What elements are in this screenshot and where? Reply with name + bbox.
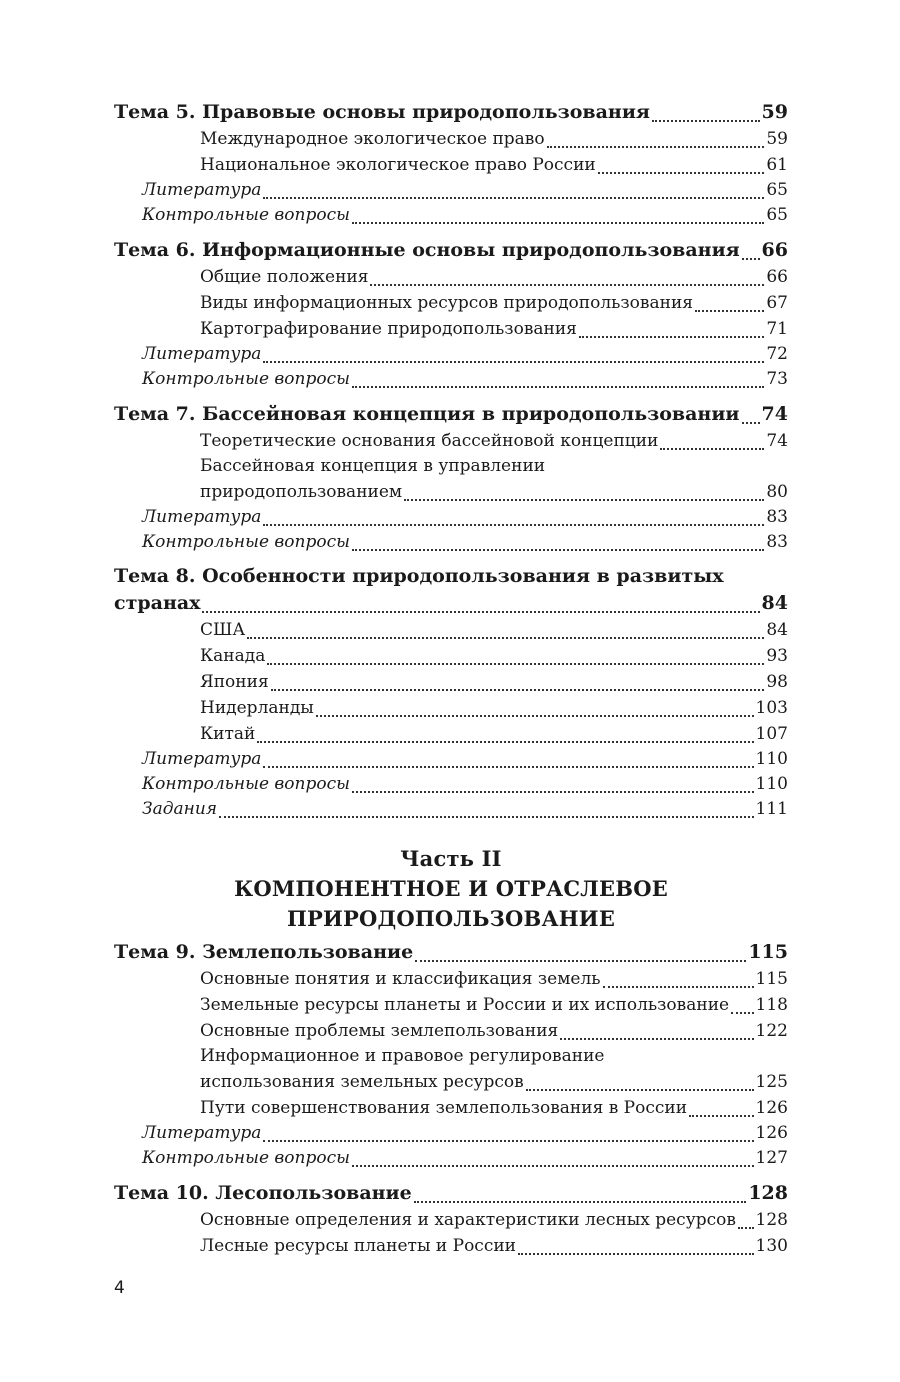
toc-page-number: 66 — [766, 267, 788, 287]
toc-page-number: 61 — [766, 155, 788, 175]
toc-literature[interactable] — [114, 747, 788, 772]
toc-tasks[interactable] — [114, 797, 788, 822]
toc-entry-label: Литература — [142, 507, 262, 527]
dot-leader — [579, 336, 764, 338]
toc-entry[interactable] — [114, 479, 788, 505]
toc-topic-title: Тема 5. Правовые основы природопользования — [114, 101, 650, 123]
toc-entry[interactable] — [114, 966, 788, 992]
dot-leader — [547, 146, 765, 148]
toc-page-number: 83 — [766, 532, 788, 552]
toc-literature[interactable] — [114, 342, 788, 367]
toc-entry-label: Литература — [142, 344, 262, 364]
dot-leader — [352, 222, 764, 224]
toc-page-number: 103 — [755, 698, 788, 718]
toc-literature[interactable] — [114, 1121, 788, 1146]
toc-topic-8[interactable] — [114, 589, 788, 617]
toc-entry-label: Контрольные вопросы — [142, 774, 350, 794]
toc-page-number: 65 — [766, 180, 788, 200]
toc-page-number: 67 — [766, 293, 788, 313]
toc-entry[interactable] — [114, 617, 788, 643]
toc-entry-label: Контрольные вопросы — [142, 205, 350, 225]
toc-entry[interactable] — [114, 695, 788, 721]
toc-questions[interactable] — [114, 203, 788, 228]
dot-leader — [247, 637, 764, 639]
dot-leader — [271, 689, 765, 691]
dot-leader — [598, 172, 765, 174]
toc-entry[interactable] — [114, 126, 788, 152]
toc-page-number: 128 — [748, 1182, 788, 1204]
toc-topic-7[interactable] — [114, 400, 788, 428]
toc-literature[interactable] — [114, 178, 788, 203]
dot-leader — [316, 715, 754, 717]
dot-leader — [352, 1165, 754, 1167]
toc-entry-wrap-line[interactable]: Бассейновая концепция в управлении — [200, 456, 546, 476]
dot-leader — [263, 361, 764, 363]
table-of-contents — [114, 98, 788, 1259]
toc-entry-label: использования земельных ресурсов — [200, 1072, 524, 1092]
toc-entry[interactable] — [114, 1095, 788, 1121]
toc-entry[interactable] — [114, 152, 788, 178]
toc-page-number: 98 — [766, 672, 788, 692]
dot-leader — [202, 611, 759, 613]
toc-entry-label: природопользованием — [200, 482, 403, 502]
toc-literature[interactable] — [114, 505, 788, 530]
dot-leader — [689, 1115, 753, 1117]
page-number: 4 — [114, 1278, 125, 1298]
toc-entry-label: Контрольные вопросы — [142, 1148, 350, 1168]
toc-questions[interactable] — [114, 530, 788, 555]
toc-page-number: 74 — [766, 431, 788, 451]
dot-leader — [415, 960, 746, 962]
toc-entry-label: Контрольные вопросы — [142, 369, 350, 389]
toc-entry[interactable] — [114, 1233, 788, 1259]
part-number: Часть II — [400, 846, 502, 871]
toc-entry-label: Канада — [200, 646, 266, 666]
toc-entry-label: Земельные ресурсы планеты и России и их использование — [200, 995, 730, 1015]
toc-entry-label: Нидерланды — [200, 698, 314, 718]
toc-entry-label: Контрольные вопросы — [142, 532, 350, 552]
toc-page-number: 83 — [766, 507, 788, 527]
dot-leader — [660, 448, 764, 450]
toc-entry[interactable] — [114, 1207, 788, 1233]
toc-entry[interactable] — [114, 1069, 788, 1095]
toc-page-number: 80 — [766, 482, 788, 502]
part-title-line: ПРИРОДОПОЛЬЗОВАНИЕ — [286, 906, 616, 931]
dot-leader — [742, 422, 760, 424]
toc-topic-title-line[interactable]: Тема 8. Особенности природопользования в развитых — [114, 565, 724, 587]
toc-entry-label: Пути совершенствования землепользования в России — [200, 1098, 688, 1118]
dot-leader — [404, 499, 764, 501]
toc-entry[interactable] — [114, 669, 788, 695]
toc-page-number: 73 — [766, 369, 788, 389]
toc-page-number: 128 — [755, 1210, 788, 1230]
toc-page-number: 74 — [761, 403, 788, 425]
toc-topic-10[interactable] — [114, 1179, 788, 1207]
toc-page-number: 115 — [748, 941, 788, 963]
toc-entry-label: Международное экологическое право — [200, 129, 545, 149]
toc-entry-label: Литература — [142, 1123, 262, 1143]
dot-leader — [263, 197, 764, 199]
toc-page-number: 111 — [755, 799, 788, 819]
toc-entry[interactable] — [114, 992, 788, 1018]
toc-entry-label: Виды информационных ресурсов природопользования — [200, 293, 694, 313]
toc-page-number: 126 — [755, 1123, 788, 1143]
toc-entry[interactable] — [114, 264, 788, 290]
toc-page-number: 66 — [761, 239, 788, 261]
toc-page-number: 126 — [755, 1098, 788, 1118]
toc-page-number: 130 — [755, 1236, 788, 1256]
toc-topic-title: странах — [114, 592, 201, 614]
toc-page-number: 93 — [766, 646, 788, 666]
toc-page-number: 71 — [766, 319, 788, 339]
toc-page-number: 59 — [761, 101, 788, 123]
toc-entry-label: США — [200, 620, 246, 640]
toc-entry-label: Литература — [142, 180, 262, 200]
toc-entry[interactable] — [114, 290, 788, 316]
toc-entry-label: Картографирование природопользования — [200, 319, 577, 339]
part-heading — [114, 844, 788, 934]
toc-page-number: 84 — [761, 592, 788, 614]
dot-leader — [370, 284, 764, 286]
toc-page-number: 65 — [766, 205, 788, 225]
toc-questions[interactable] — [114, 772, 788, 797]
toc-page-number: 110 — [755, 749, 788, 769]
toc-entry-label: Основные понятия и классификация земель — [200, 969, 601, 989]
toc-page-number: 125 — [755, 1072, 788, 1092]
toc-topic-6[interactable] — [114, 236, 788, 264]
toc-questions[interactable] — [114, 367, 788, 392]
toc-page-number: 115 — [755, 969, 788, 989]
toc-entry-label: Литература — [142, 749, 262, 769]
toc-entry-wrap-line[interactable]: Информационное и правовое регулирование — [200, 1046, 605, 1066]
toc-page-number: 127 — [755, 1148, 788, 1168]
dot-leader — [526, 1089, 754, 1091]
toc-page-number: 59 — [766, 129, 788, 149]
dot-leader — [263, 1140, 753, 1142]
toc-entry[interactable] — [114, 316, 788, 342]
toc-entry-label: Задания — [142, 799, 218, 819]
toc-page-number: 107 — [755, 724, 788, 744]
toc-topic-title: Тема 7. Бассейновая концепция в природопользовании — [114, 403, 740, 425]
toc-entry-label: Национальное экологическое право России — [200, 155, 596, 175]
toc-questions[interactable] — [114, 1146, 788, 1171]
dot-leader — [560, 1038, 753, 1040]
toc-page-number: 122 — [755, 1021, 788, 1041]
dot-leader — [352, 549, 764, 551]
toc-topic-5[interactable] — [114, 98, 788, 126]
toc-entry-label: Китай — [200, 724, 256, 744]
dot-leader — [263, 524, 764, 526]
dot-leader — [652, 120, 760, 122]
toc-entry[interactable] — [114, 721, 788, 747]
dot-leader — [257, 741, 753, 743]
toc-topic-9[interactable] — [114, 938, 788, 966]
dot-leader — [352, 386, 764, 388]
dot-leader — [263, 766, 753, 768]
dot-leader — [414, 1201, 747, 1203]
toc-entry-label: Основные проблемы землепользования — [200, 1021, 559, 1041]
dot-leader — [731, 1012, 753, 1014]
toc-entry[interactable] — [114, 428, 788, 454]
toc-topic-title: Тема 6. Информационные основы природопользования — [114, 239, 740, 261]
toc-page-number: 110 — [755, 774, 788, 794]
dot-leader — [738, 1227, 754, 1229]
toc-page-number: 72 — [766, 344, 788, 364]
toc-page-number: 118 — [755, 995, 788, 1015]
part-title-line: КОМПОНЕНТНОЕ И ОТРАСЛЕВОЕ — [234, 876, 668, 901]
toc-entry[interactable] — [114, 643, 788, 669]
dot-leader — [352, 791, 754, 793]
toc-entry-label: Япония — [200, 672, 269, 692]
toc-entry-label: Общие положения — [200, 267, 369, 287]
dot-leader — [219, 816, 754, 818]
toc-entry-label: Лесные ресурсы планеты и России — [200, 1236, 517, 1256]
toc-entry[interactable] — [114, 1018, 788, 1044]
dot-leader — [518, 1253, 754, 1255]
dot-leader — [267, 663, 764, 665]
toc-topic-title: Тема 10. Лесопользование — [114, 1182, 412, 1204]
dot-leader — [603, 986, 754, 988]
dot-leader — [742, 258, 760, 260]
toc-topic-title: Тема 9. Землепользование — [114, 941, 414, 963]
toc-entry-label: Основные определения и характеристики лесных ресурсов — [200, 1210, 736, 1230]
toc-entry-label: Теоретические основания бассейновой концепции — [200, 431, 659, 451]
dot-leader — [695, 310, 764, 312]
toc-page-number: 84 — [766, 620, 788, 640]
